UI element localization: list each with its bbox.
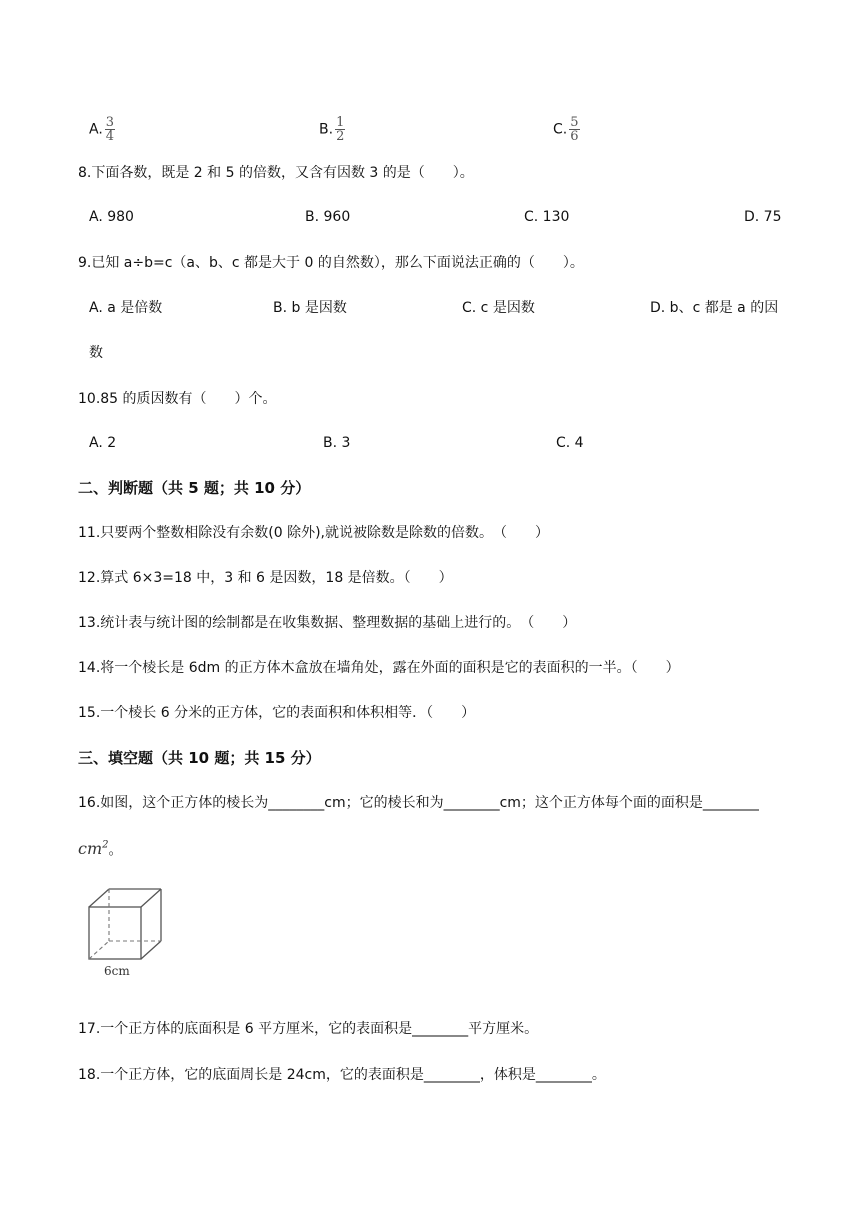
fraction: $\frac{3}{4}$: [105, 115, 115, 144]
q7-option-a: A. $\frac{3}{4}$: [89, 115, 115, 144]
q9-option-b: B. b 是因数: [273, 300, 347, 316]
q17-stem: 17.一个正方体的底面积是 6 平方厘米，它的表面积是________平方厘米。: [78, 1021, 539, 1037]
q8-option-b: B. 960: [305, 209, 351, 225]
q15-stem: 15.一个棱长 6 分米的正方体，它的表面积和体积相等．（ ）: [78, 705, 476, 721]
q8-stem: 8.下面各数，既是 2 和 5 的倍数，又含有因数 3 的是（ ）。: [78, 165, 474, 181]
fraction: $\frac{1}{2}$: [336, 115, 345, 144]
q9-option-d: D. b、c 都是 a 的因: [650, 300, 779, 316]
q9-option-c: C. c 是因数: [462, 300, 535, 316]
q7-option-b: B. $\frac{1}{2}$: [319, 115, 345, 144]
q10-option-c: C. 4: [556, 435, 584, 451]
q10-option-b: B. 3: [323, 435, 351, 451]
q10-option-a: A. 2: [89, 435, 117, 451]
fraction: $\frac{5}{6}$: [570, 115, 579, 144]
q13-stem: 13.统计表与统计图的绘制都是在收集数据、整理数据的基础上进行的。 （ ）: [78, 615, 577, 631]
q14-stem: 14.将一个棱长是 6dm 的正方体木盒放在墙角处，露在外面的面积是它的表面积的一半。（ ）: [78, 660, 680, 676]
q10-stem: 10.85 的质因数有（ ）个。: [78, 391, 277, 407]
q7-option-c: C. $\frac{5}{6}$: [553, 115, 579, 144]
q8-option-d: D. 75: [744, 209, 782, 225]
cube-figure: [80, 884, 170, 980]
section-heading-judgement: 二、判断题（共 5 题；共 10 分）: [78, 479, 311, 497]
q9-option-d-wrap: 数: [89, 345, 103, 361]
q16-unit: $cm^2$。: [78, 839, 123, 859]
q16-stem: 16.如图，这个正方体的棱长为________cm；它的棱长和为________cm；这个正方体每个面的面积是________: [78, 795, 759, 811]
section-heading-fill-in: 三、填空题（共 10 题；共 15 分）: [78, 749, 321, 767]
q12-stem: 12.算式 6×3=18 中，3 和 6 是因数，18 是倍数。（ ）: [78, 570, 453, 586]
q9-option-a: A. a 是倍数: [89, 300, 163, 316]
q8-option-c: C. 130: [524, 209, 570, 225]
unit-cm2: $cm^2$: [78, 839, 109, 859]
q11-stem: 11.只要两个整数相除没有余数(0 除外),就说被除数是除数的倍数。 （ ）: [78, 525, 549, 541]
cube-edge-label: 6cm: [104, 964, 130, 978]
q8-option-a: A. 980: [89, 209, 134, 225]
q18-stem: 18.一个正方体，它的底面周长是 24cm，它的表面积是________，体积是________。: [78, 1067, 606, 1083]
q9-stem: 9.已知 a÷b=c（a、b、c 都是大于 0 的自然数），那么下面说法正确的（ ）。: [78, 255, 584, 271]
